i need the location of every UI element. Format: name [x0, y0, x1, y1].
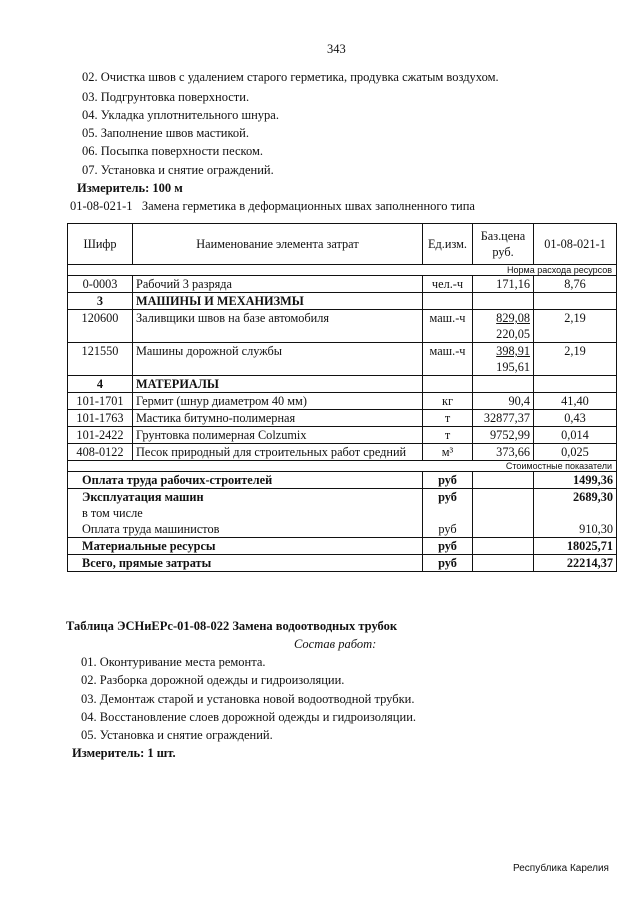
cell-price: 32877,37	[473, 410, 534, 427]
cost-unit	[423, 505, 473, 521]
cost-name: Оплата труда рабочих-строителей	[68, 472, 423, 489]
section-number: 3	[68, 293, 133, 310]
section-row	[68, 376, 617, 393]
cost-unit: руб	[423, 472, 473, 489]
cost-name: Эксплуатация машин	[68, 489, 423, 506]
cell-name: Заливщики швов на базе автомобиля	[133, 310, 423, 343]
cell-name: Грунтовка полимерная Colzumix	[133, 427, 423, 444]
norm-note-row	[68, 265, 617, 276]
cost-unit: руб	[423, 538, 473, 555]
cell-code: 0-0003	[68, 276, 133, 293]
cell-rate: 2,19	[534, 343, 617, 376]
cost-name: Всего, прямые затраты	[68, 555, 423, 572]
cost-value: 910,30	[534, 521, 617, 538]
table-row	[68, 276, 617, 293]
cell-name: Рабочий 3 разряда	[133, 276, 423, 293]
list-item: 03. Демонтаж старой и установка новой водоотводной трубки.	[81, 692, 415, 706]
cell-unit: чел.-ч	[423, 276, 473, 293]
norm-note: Норма расхода ресурсов	[68, 265, 617, 276]
header-price-line1: Баз.цена	[480, 229, 526, 243]
item-heading	[70, 199, 475, 214]
header-unit: Ед.изм.	[423, 224, 473, 265]
cell-rate: 2,19	[534, 310, 617, 343]
cell-price	[473, 310, 534, 343]
page-number: 343	[327, 42, 346, 56]
cell-code: 408-0122	[68, 444, 133, 461]
cost-unit: руб	[423, 555, 473, 572]
cell-unit: маш.-ч	[423, 343, 473, 376]
cell-code: 101-1701	[68, 393, 133, 410]
list-item: 05. Заполнение швов мастикой.	[82, 126, 249, 140]
cell-code: 121550	[68, 343, 133, 376]
table-row	[68, 393, 617, 410]
cell-price	[473, 343, 534, 376]
item-title: Замена герметика в деформационных швах заполненного типа	[141, 199, 475, 213]
list-item: 07. Установка и снятие ограждений.	[82, 163, 274, 177]
cell-name: Машины дорожной службы	[133, 343, 423, 376]
cell-name: Песок природный для строительных работ средний	[133, 444, 423, 461]
table-row	[68, 427, 617, 444]
list-item: 06. Посыпка поверхности песком.	[82, 144, 264, 158]
cost-value: 2689,30	[534, 489, 617, 506]
table-header-row	[68, 224, 617, 265]
price-labor: 220,05	[496, 327, 530, 341]
list-item: 01. Оконтуривание места ремонта.	[81, 655, 266, 669]
cost-unit: руб	[423, 521, 473, 538]
footer-region: Республика Карелия	[513, 863, 609, 874]
table-row	[68, 343, 617, 376]
cost-name: Материальные ресурсы	[68, 538, 423, 555]
list-item: 05. Установка и снятие ограждений.	[81, 728, 273, 742]
measurer-2: Измеритель: 1 шт.	[72, 746, 176, 760]
cost-name: в том числе	[68, 505, 423, 521]
cell-unit: м³	[423, 444, 473, 461]
cell-rate: 0,43	[534, 410, 617, 427]
cost-row	[68, 472, 617, 489]
header-code: Шифр	[68, 224, 133, 265]
cell-price: 373,66	[473, 444, 534, 461]
measurer: Измеритель: 100 м	[77, 181, 183, 195]
cost-note-row	[68, 461, 617, 472]
item-code: 01-08-021-1	[70, 199, 133, 213]
composition-title: Состав работ:	[294, 637, 377, 651]
cell-unit: кг	[423, 393, 473, 410]
cost-name: Оплата труда машинистов	[68, 521, 423, 538]
resource-table	[67, 223, 617, 572]
cell-price: 9752,99	[473, 427, 534, 444]
cell-rate: 0,014	[534, 427, 617, 444]
section-title: МАШИНЫ И МЕХАНИЗМЫ	[133, 293, 423, 310]
cell-unit: т	[423, 427, 473, 444]
section-row	[68, 293, 617, 310]
section-number: 4	[68, 376, 133, 393]
price-main: 398,91	[496, 344, 530, 358]
list-item: 02. Очистка швов с удалением старого герметика, продувка сжатым воздухом.	[82, 70, 499, 84]
cost-row	[68, 521, 617, 538]
header-rate: 01-08-021-1	[534, 224, 617, 265]
cell-unit: маш.-ч	[423, 310, 473, 343]
cost-value	[534, 505, 617, 521]
price-labor: 195,61	[496, 360, 530, 374]
table-row	[68, 410, 617, 427]
list-item: 02. Разборка дорожной одежды и гидроизоляции.	[81, 673, 345, 687]
cell-name: Мастика битумно-полимерная	[133, 410, 423, 427]
table2-title: Таблица ЭСНиЕРс-01-08-022 Замена водоотводных трубок	[66, 619, 398, 633]
cell-price: 90,4	[473, 393, 534, 410]
list-item: 03. Подгрунтовка поверхности.	[82, 90, 250, 104]
header-name: Наименование элемента затрат	[133, 224, 423, 265]
cost-value: 22214,37	[534, 555, 617, 572]
cost-value: 18025,71	[534, 538, 617, 555]
table-row	[68, 310, 617, 343]
cost-row	[68, 538, 617, 555]
cost-unit: руб	[423, 489, 473, 506]
cost-note: Стоимостные показатели	[68, 461, 617, 472]
cell-rate: 0,025	[534, 444, 617, 461]
header-price-line2: руб.	[492, 245, 514, 259]
cost-row	[68, 505, 617, 521]
list-item: 04. Укладка уплотнительного шнура.	[82, 108, 279, 122]
cell-rate: 41,40	[534, 393, 617, 410]
cell-unit: т	[423, 410, 473, 427]
cell-code: 101-1763	[68, 410, 133, 427]
cell-code: 120600	[68, 310, 133, 343]
cell-code: 101-2422	[68, 427, 133, 444]
cost-value: 1499,36	[534, 472, 617, 489]
cost-row	[68, 489, 617, 506]
cell-name: Гермит (шнур диаметром 40 мм)	[133, 393, 423, 410]
price-main: 829,08	[496, 311, 530, 325]
list-item: 04. Восстановление слоев дорожной одежды и гидроизоляции.	[81, 710, 417, 724]
section-title: МАТЕРИАЛЫ	[133, 376, 423, 393]
table-row	[68, 444, 617, 461]
cell-rate: 8,76	[534, 276, 617, 293]
cost-row	[68, 555, 617, 572]
cell-price: 171,16	[473, 276, 534, 293]
header-price	[473, 224, 534, 265]
